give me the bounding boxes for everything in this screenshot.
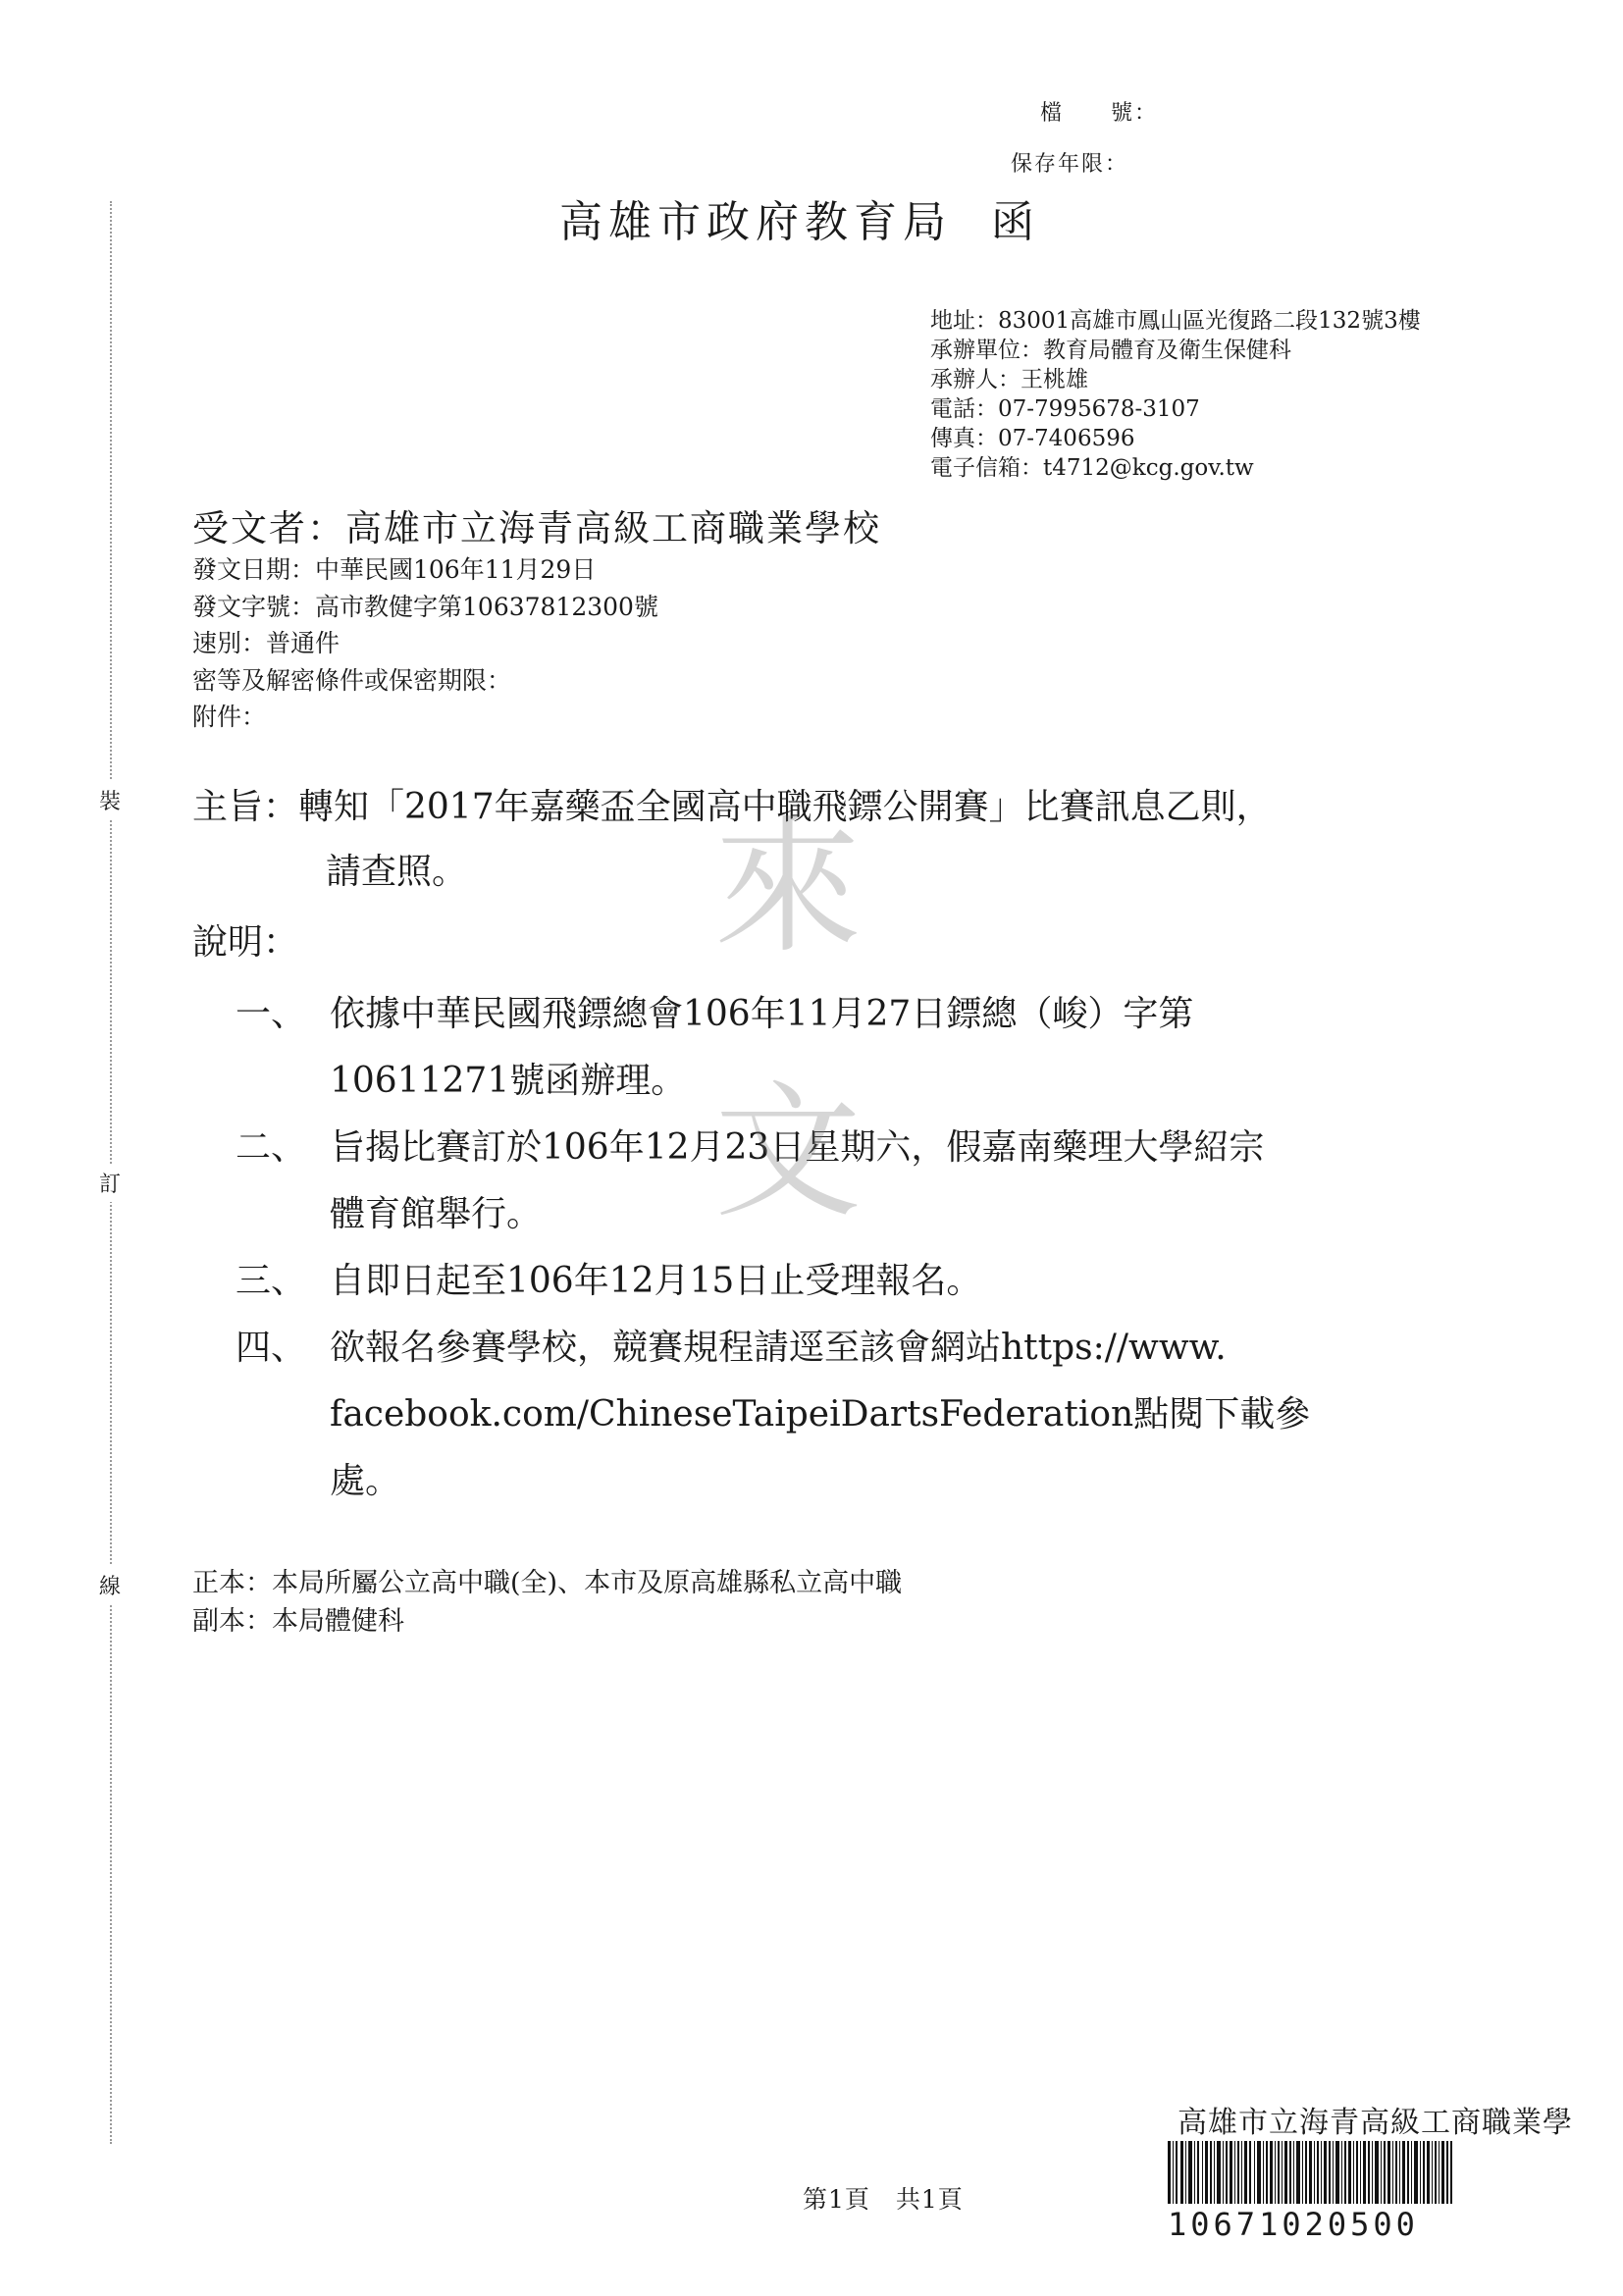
distribution	[192, 1564, 902, 1641]
contact-phone: 電話：07-7995678-3107	[930, 396, 1200, 422]
contact-block	[930, 306, 1421, 483]
item-line: 10611271號函辦理。	[330, 1061, 687, 1101]
item-number: 一、	[236, 994, 307, 1034]
school-stamp-text: 高雄市立海青高級工商職業學	[1178, 2106, 1573, 2140]
item-line: 體育館舉行。	[330, 1194, 543, 1234]
binding-mark-zhuang: 裝	[99, 781, 121, 819]
original-recipients: 正本：本局所屬公立高中職(全)、本市及原高雄縣私立高中職	[192, 1568, 903, 1598]
received-stamp-char-1: 來	[714, 803, 863, 973]
item-line: 旨揭比賽訂於106年12月23日星期六，假嘉南藥理大學紹宗	[330, 1127, 1265, 1168]
binding-mark-xian: 線	[99, 1566, 121, 1604]
secrecy-level: 密等及解密條件或保密期限：	[192, 665, 512, 695]
item-line: 自即日起至106年12月15日止受理報名。	[330, 1261, 982, 1301]
item-line: 欲報名參賽學校，競賽規程請逕至該會網站https://www.	[330, 1328, 1227, 1368]
barcode-icon	[1168, 2141, 1452, 2204]
issue-number: 發文字號：高市教健字第10637812300號	[192, 592, 658, 621]
explanation-item	[236, 1315, 1472, 1515]
contact-email: 電子信箱：t4712@kcg.gov.tw	[930, 455, 1254, 481]
copy-recipients: 副本：本局體健科	[192, 1606, 404, 1637]
contact-handler: 承辦人：王桃雄	[930, 367, 1088, 392]
issue-date: 發文日期：中華民國106年11月29日	[192, 555, 597, 584]
item-number: 三、	[236, 1261, 307, 1301]
page-number: 第1頁 共1頁	[803, 2185, 964, 2214]
subject-line-2: 請查照。	[326, 852, 468, 892]
document-meta	[192, 551, 658, 736]
item-line: facebook.com/ChineseTaipeiDartsFederation點閱下載參	[330, 1394, 1311, 1435]
document-type: 函	[991, 197, 1040, 247]
item-line: 依據中華民國飛鏢總會106年11月27日鏢總（峻）字第	[330, 994, 1194, 1034]
recipient: 受文者：高雄市立海青高級工商職業學校	[192, 507, 881, 549]
barcode-number: 10671020500	[1168, 2206, 1419, 2243]
attachments: 附件：	[192, 703, 267, 731]
item-number: 四、	[236, 1328, 307, 1368]
contact-fax: 傳真：07-7406596	[930, 426, 1135, 451]
binding-mark-ding: 訂	[99, 1164, 121, 1202]
contact-unit: 承辦單位：教育局體育及衛生保健科	[930, 338, 1291, 363]
item-number: 二、	[236, 1127, 307, 1168]
received-stamp-char-2: 文	[714, 1068, 863, 1238]
item-line: 處。	[330, 1461, 401, 1501]
explanation-label: 說明：	[192, 922, 299, 963]
issuing-organization: 高雄市政府教育局	[559, 197, 952, 247]
explanation-items	[236, 981, 1472, 1515]
contact-address: 地址：83001高雄市鳳山區光復路二段132號3樓	[930, 308, 1421, 334]
subject-line-1: 主旨：轉知「2017年嘉藥盃全國高中職飛鏢公開賽」比賽訊息乙則，	[192, 787, 1272, 827]
explanation-item	[236, 1248, 1472, 1315]
speed-category: 速別：普通件	[192, 629, 340, 657]
file-number-label: 檔 號：	[1040, 101, 1159, 126]
document-title	[559, 186, 1040, 249]
retention-period-label: 保存年限：	[1011, 152, 1129, 177]
